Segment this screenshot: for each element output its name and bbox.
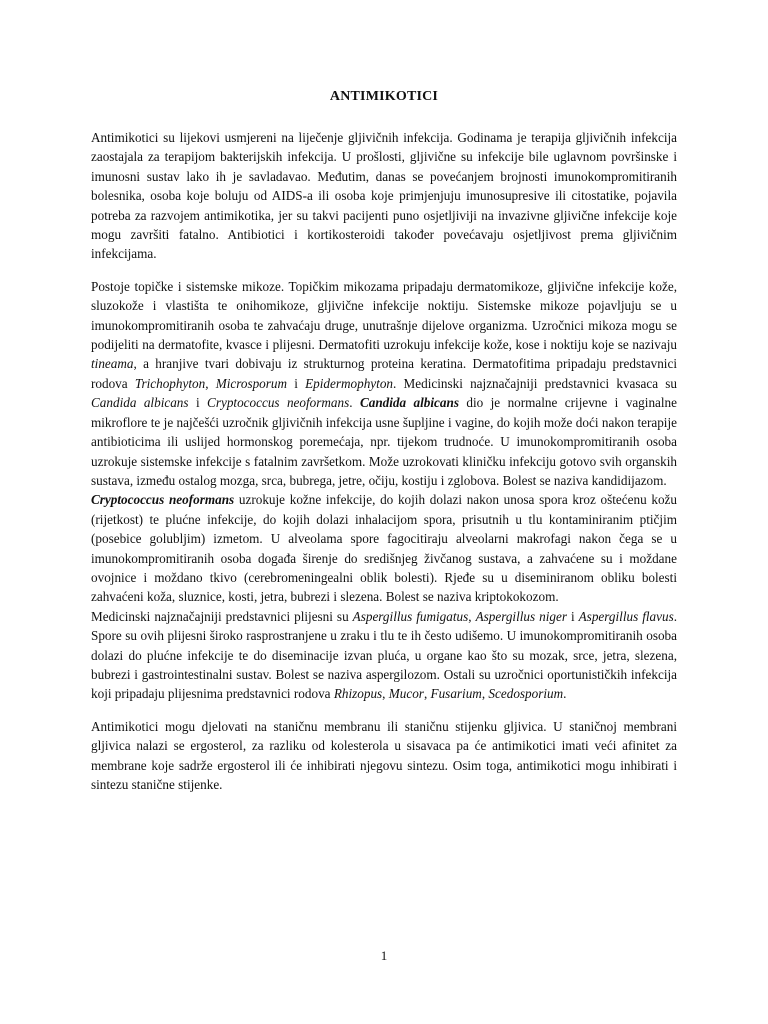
text-run: . [563, 686, 567, 702]
italic-term: Aspergillus niger [475, 608, 567, 624]
text-run: , [205, 375, 216, 391]
bold-italic-term: Cryptococcus neoformans [91, 492, 235, 508]
text-run: i [188, 395, 208, 411]
text-run: , [468, 608, 476, 624]
text-run: i [566, 608, 579, 624]
page-number: 1 [380, 948, 388, 963]
text-run: , [382, 686, 389, 702]
text-run: i [287, 375, 306, 391]
text-run: Postoje topičke i sistemske mikoze. Topičkim mikozama pripadaju dermatomikoze, gljivične infekcije kože, sluzokože i vlastišta te onihomikoze, gljivične infekcije noktiju. Sistemske mikoze pojavljuju se u imunokompromitiranih osoba te zahvaćaju druge, unutrašnje dijelove organizma. Uzročnici mikoza mogu se podijeliti na dermatofite, kvasce i plijesni. Dermatofiti uzrokuju infekcije kože, kose i noktiju koje se nazivaju [91, 278, 677, 353]
paragraph-intro [91, 128, 677, 264]
italic-term: Aspergillus flavus [578, 608, 674, 624]
text-run: . Medicinski najznačajniji predstavnici kvasaca su [393, 375, 677, 391]
text-run: , a hranjive tvari dobivaju iz strukturnog proteina keratina. Dermatofitima pripadaju predstavnici rodova [91, 356, 677, 391]
text-run: uzrokuje kožne infekcije, do kojih dolazi nakon unosa spora kroz oštećenu kožu (rijetkost) te plućne infekcije, do kojih dolazi inhalacijom spora, prisutnih u tlu kontaminiranim ptičjim (posebice golubljim) izmetom. U alveolama spore fagocitiraju alveolarni makrofagi nakon čega se u imunokompromitiranih osoba događa širenje do središnjeg živčanog sustava, a zahvaćene su i moždane ovojnice i moždano tkivo (cerebromeningealni oblik bolesti). Rjeđe su u diseminiranom obliku bolesti zahvaćeni koža, sluznice, kosti, jetra, bubrezi i slezena. Bolest se naziva kriptokokozom. [91, 492, 678, 605]
italic-term: Fusarium [430, 686, 482, 702]
italic-term: Microsporum [215, 375, 288, 391]
text-run: . Spore su ovih plijesni široko rasprostranjene u zraku i tlu te ih često udišemo. U imunokompromitiranih osoba dolazi do plućne infekcije te do diseminacije izvan pluća, u organe kao što su mozak, srce, jetra, slezena, bubrezi i gastrointestinalni sustav. Bolest se naziva aspergilozom. Ostali su uzročnici oportunističkih infekcija koji pripadaju plijesnima predstavnici rodova [91, 608, 677, 702]
paragraph-aspergillus [91, 607, 677, 704]
bold-italic-term: Candida albicans [359, 395, 459, 411]
text-run: , [481, 686, 489, 702]
paragraph-cryptococcus [91, 490, 677, 606]
text-run: Antimikotici mogu djelovati na staničnu membranu ili staničnu stijenku gljivica. U staničnoj membrani gljivica nalazi se ergosterol, za razliku od kolesterola u sisavaca pa će antimikotici imati veći afinitet za membrane koje sadrže ergosterol ili će inhibirati njegovu sintezu. Osim toga, antimikotici mogu inhibirati i sintezu stanične stijenke. [91, 718, 677, 792]
text-run: dio je normalne crijevne i vaginalne mikroflore te je najčešći uzročnik gljivičnih infekcija usne šupljine i vagine, do kojih može doći nakon terapije antibioticima ili uslijed hormonskog poremećaja, npr. tijekom trudnoće. U imunokompromitiranih osoba uzrokuje sistemske infekcije s fatalnim završetkom. Može uzrokovati kliničku infekciju gotovo svih organskih sustava, između ostalog mozga, srca, bubrega, jetre, očiju, kostiju i zglobova. Bolest se naziva kandidijazom. [91, 395, 677, 488]
italic-term: Mucor [388, 686, 424, 702]
italic-term: tineama [91, 356, 134, 372]
italic-term: Epidermophyton [305, 375, 394, 391]
text-run: , [423, 686, 431, 702]
paragraph-mechanism [91, 717, 677, 795]
italic-term: Candida albicans [91, 395, 189, 411]
italic-term: Trichophyton [134, 375, 206, 391]
page-title: ANTIMIKOTICI [329, 89, 439, 104]
italic-term: Rhizopus [333, 686, 383, 702]
document-page [91, 89, 677, 807]
text-run: . [349, 395, 360, 411]
paragraph-mycoses [91, 277, 677, 490]
italic-term: Cryptococcus neoformans [207, 395, 350, 411]
italic-term: Aspergillus fumigatus [352, 608, 469, 624]
italic-term: Scedosporium [488, 686, 564, 702]
text-run: Antimikotici su lijekovi usmjereni na liječenje gljivičnih infekcija. Godinama je terapija gljivičnih infekcija zaostajala za terapijom bakterijskih infekcija. U prošlosti, gljivične su infekcije bile uglavnom površinske i imunosni sustav lako ih je savladavao. Međutim, danas se povećanjem brojnosti imunokompromitiranih bolesnika, osoba koje boluju od AIDS-a ili osoba koje primjenjuju imunosupresive ili citostatike, pojavila potreba za razvojem antimikotika, jer su takvi pacijenti puno osjetljiviji na invazivne gljivične infekcije koje mogu završiti fatalno. Antibiotici i kortikosteroidi također povećavaju osjetljivost prema gljivičnim infekcijama. [91, 130, 677, 262]
text-run: Medicinski najznačajniji predstavnici plijesni su [91, 608, 353, 624]
